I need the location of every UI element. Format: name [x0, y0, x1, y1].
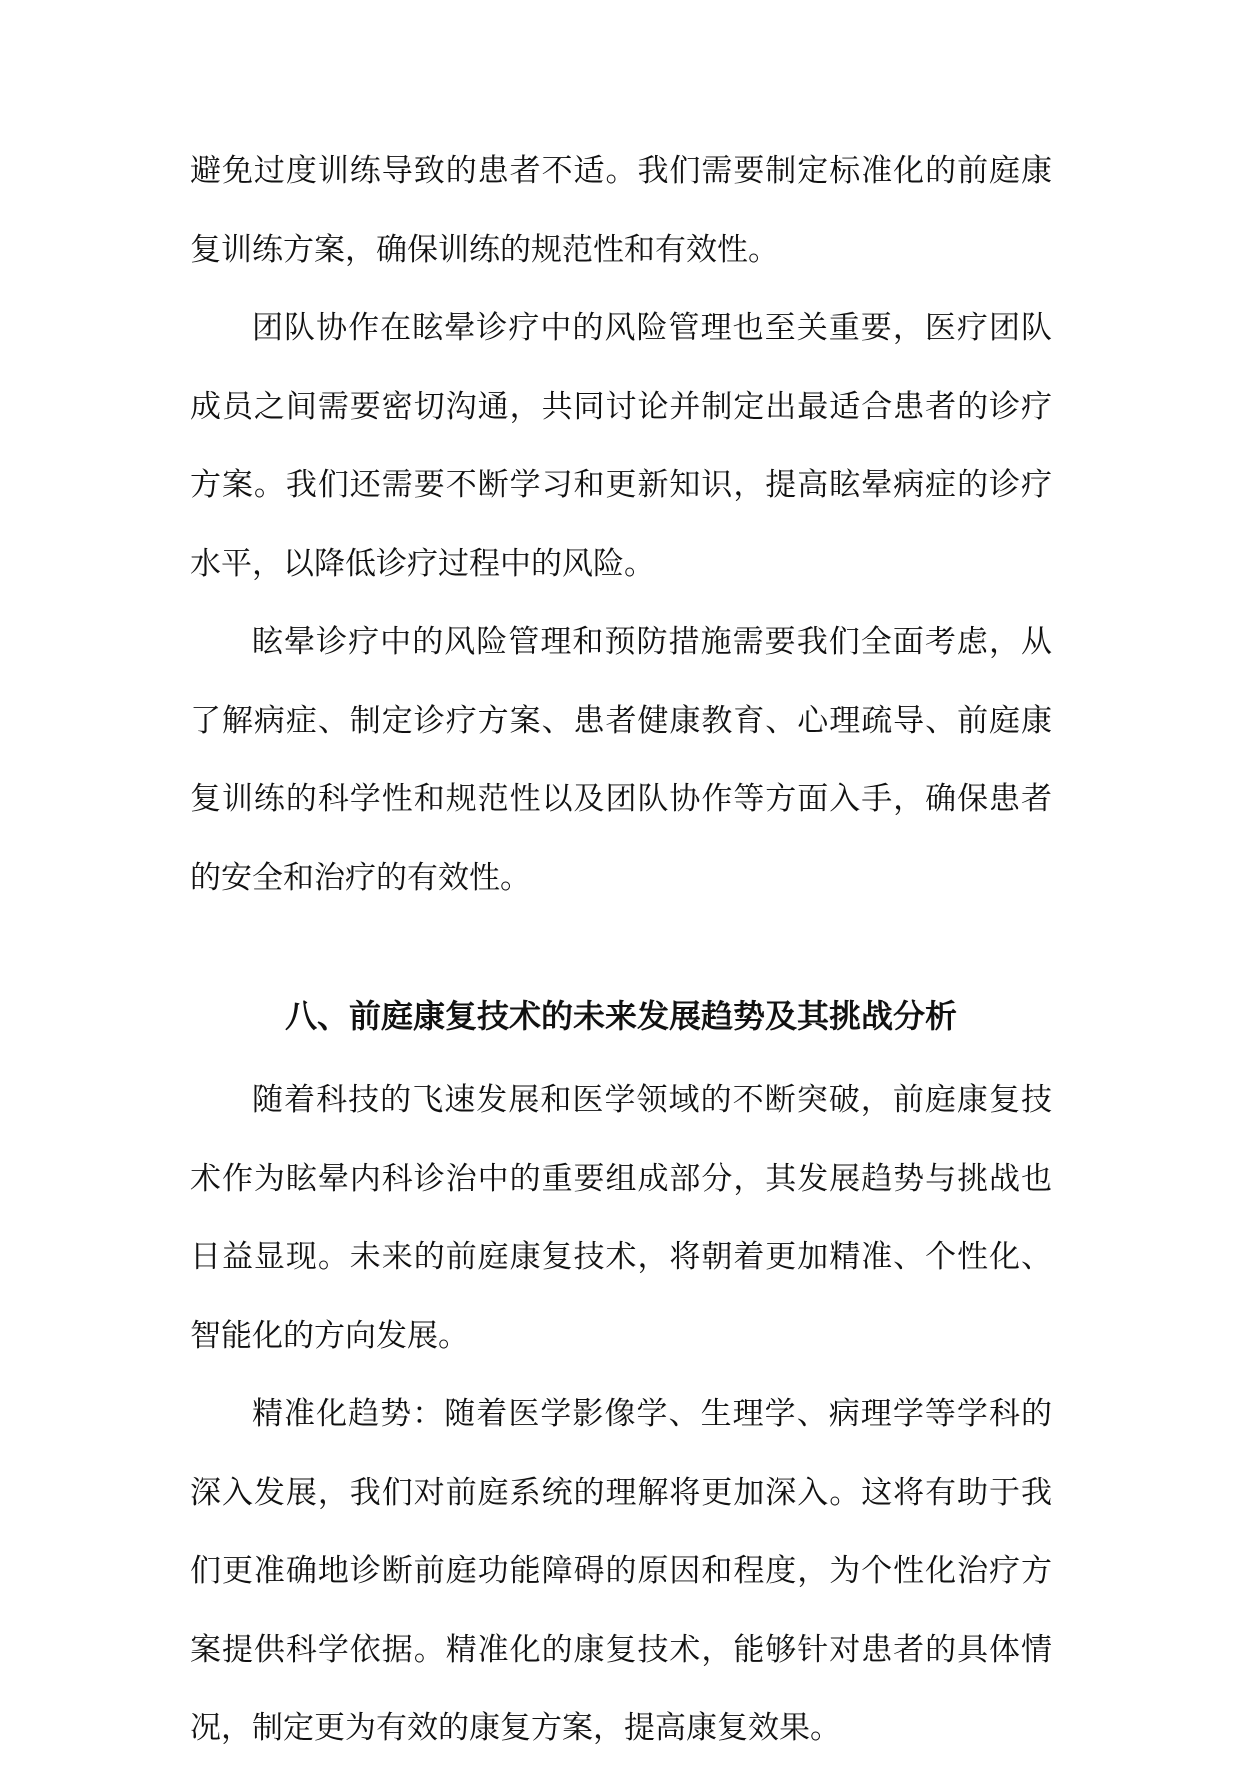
paragraph-continuation: 避免过度训练导致的患者不适。我们需要制定标准化的前庭康复训练方案，确保训练的规范性和有效性。 [190, 153, 1052, 268]
paragraph-risk-summary: 眩晕诊疗中的风险管理和预防措施需要我们全面考虑，从了解病症、制定诊疗方案、患者健康教育、心理疏导、前庭康复训练的科学性和规范性以及团队协作等方面入手，确保患者的安全和治疗的有效性。 [190, 624, 1052, 896]
section-heading: 八、前庭康复技术的未来发展趋势及其挑战分析 [284, 997, 957, 1035]
paragraph-team-collaboration: 团队协作在眩晕诊疗中的风险管理也至关重要，医疗团队成员之间需要密切沟通，共同讨论并制定出最适合患者的诊疗方案。我们还需要不断学习和更新知识，提高眩晕病症的诊疗水平，以降低诊疗过程中的风险。 [190, 310, 1052, 582]
document-body [190, 132, 1052, 1768]
paragraph-future-trends: 随着科技的飞速发展和医学领域的不断突破，前庭康复技术作为眩晕内科诊治中的重要组成部分，其发展趋势与挑战也日益显现。未来的前庭康复技术，将朝着更加精准、个性化、智能化的方向发展。 [190, 1082, 1052, 1354]
paragraph-precision-trend: 精准化趋势：随着医学影像学、生理学、病理学等学科的深入发展，我们对前庭系统的理解将更加深入。这将有助于我们更准确地诊断前庭功能障碍的原因和程度，为个性化治疗方案提供科学依据。精准化的康复技术，能够针对患者的具体情况，制定更为有效的康复方案，提高康复效果。 [190, 1396, 1052, 1746]
